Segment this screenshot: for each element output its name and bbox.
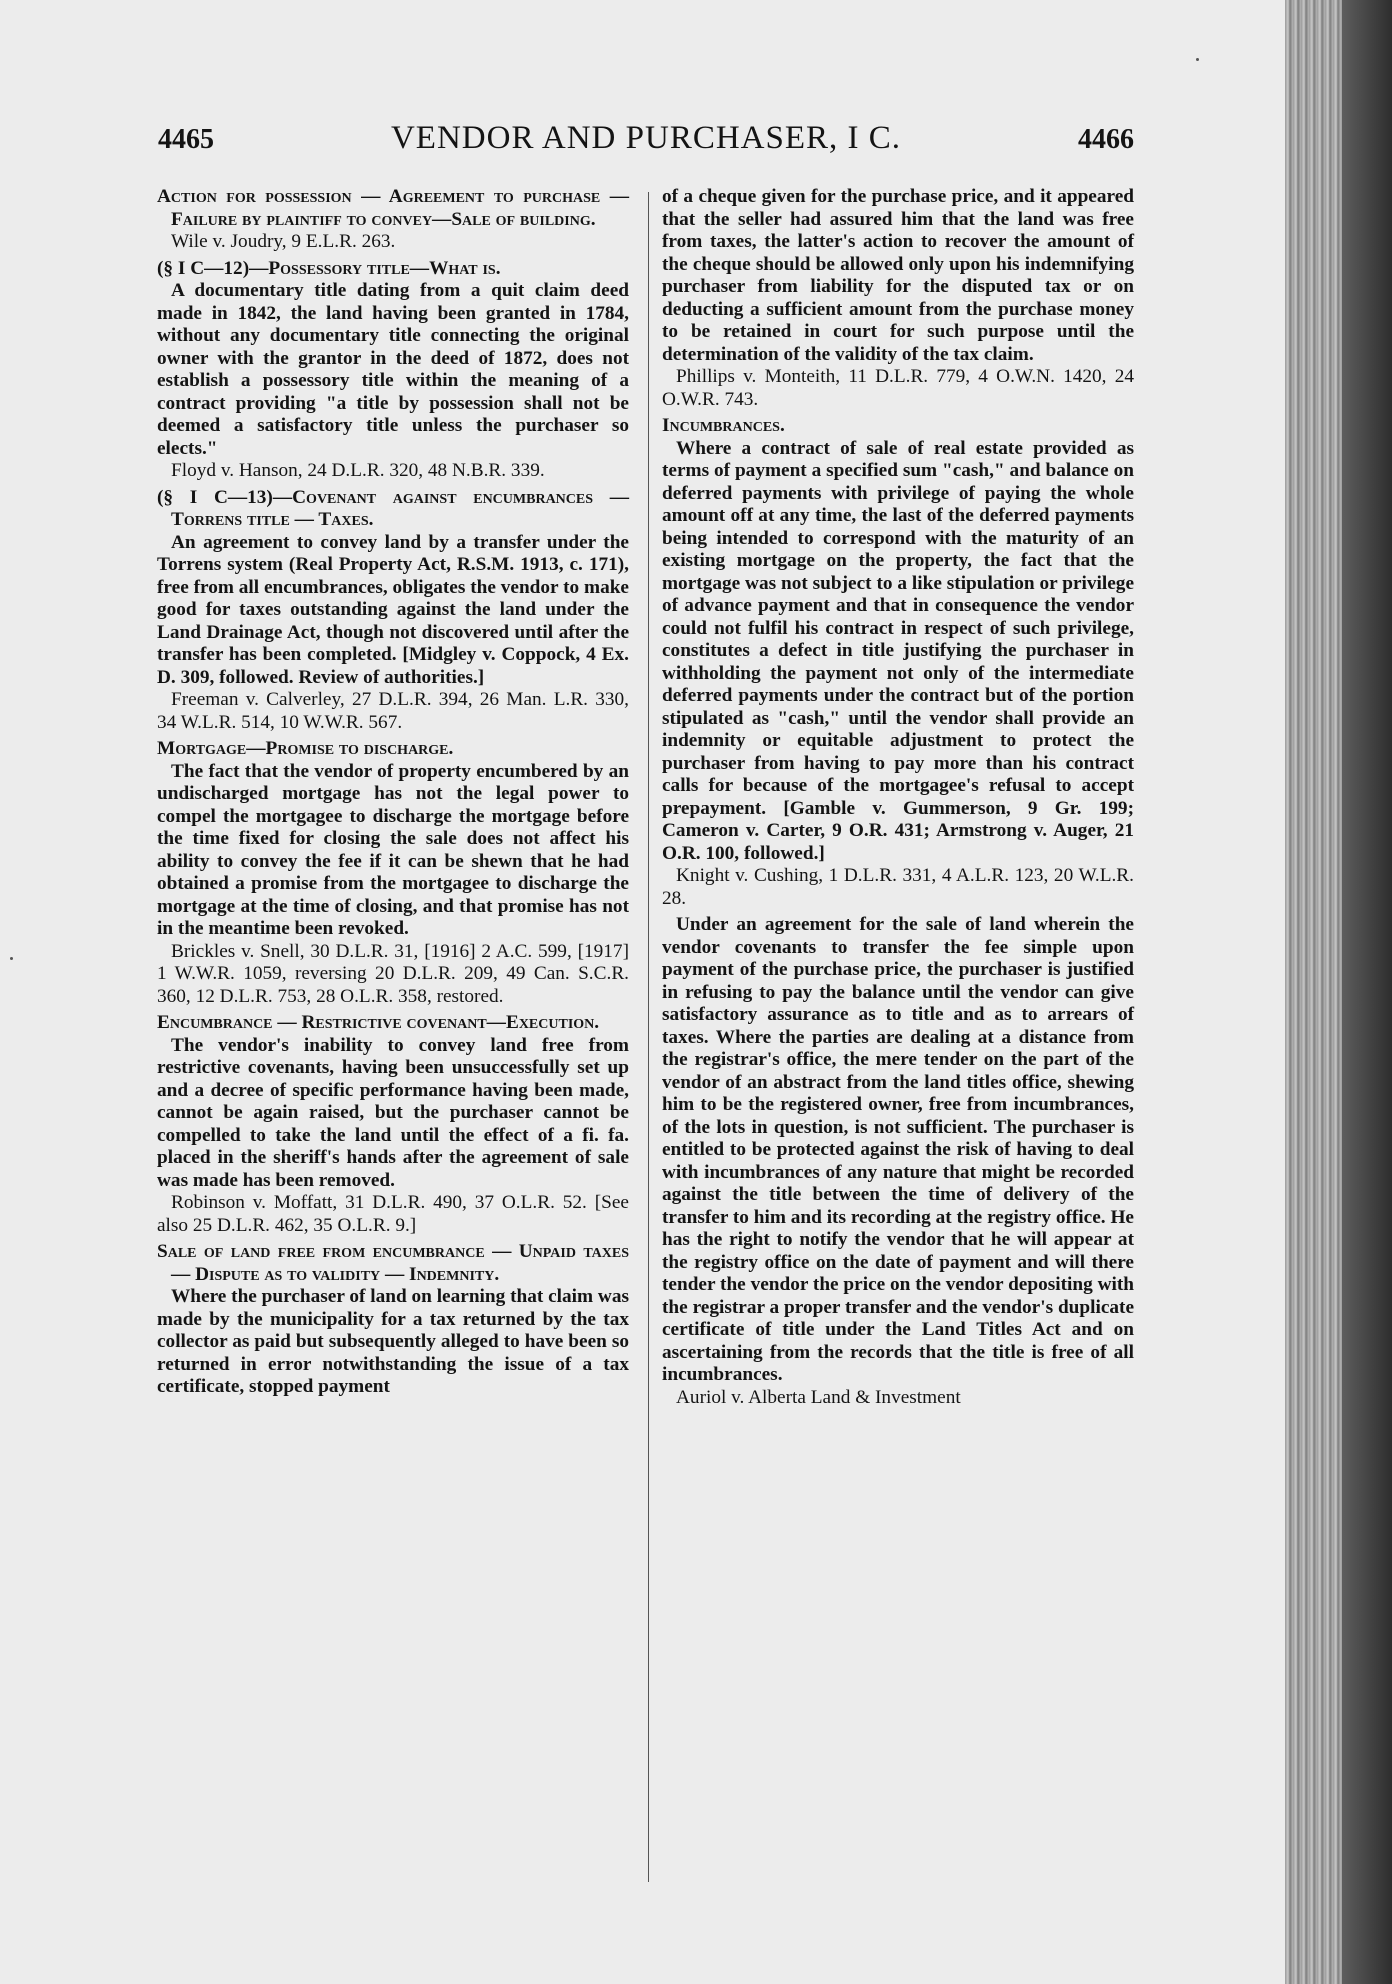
paragraph: A documentary title dating from a quit claim deed made in 1842, the land having been granted in 1784, without any documentary title connecting the original owner with the grantor in the deed of 1872, does not establish a possessory title within the meaning of a contract providing "a title by possession shall not be deemed a satisfactory title unless the purchaser so elects."	[157, 280, 629, 459]
scan-speck	[10, 957, 13, 960]
section-heading: Sale of land free from encumbrance — Unpaid taxes — Dispute as to validity — Indemnity.	[157, 1241, 629, 1285]
paragraph: The fact that the vendor of property encumbered by an undischarged mortgage has not the legal power to compel the mortgagee to discharge the mortgage before the time fixed for closing the sale does not affect his ability to convey the fee if it can be shewn that he had obtained a promise from the mortgagee to discharge the mortgage at the time of closing, and that promise has not in the meantime been revoked.	[157, 760, 629, 939]
section-heading: (§ I C—12)—Possessory title—What is.	[157, 257, 501, 279]
paragraph: Under an agreement for the sale of land wherein the vendor covenants to transfer the fee simple upon payment of the purchase price, the purchaser is justified in refusing to pay the balance until the vendor can give satisfactory assurance as to title and as to arrears of taxes. Where the parties are dealing at a distance from the registrar's office, the mere tender on the part of the vendor of an abstract from the land titles office, shewing him to be the registered owner, free from incumbrances, of the lots in question, is not sufficient. The purchaser is entitled to be protected against the risk of having to deal with incumbrances of any nature that might be recorded against the title between the time of delivery of the transfer to him and its recording at the registry office. He has the right to notify the vendor that he will appear at the registry office on the date of payment and will there tender the vendor the price on the vendor depositing with the registrar a proper transfer and the vendor's duplicate certificate of title under the Land Titles Act and on ascertaining from the records that the title is free of all incumbrances.	[662, 914, 1134, 1385]
case-citation: Phillips v. Monteith, 11 D.L.R. 779, 4 O.W.N. 1420, 24 O.W.R. 743.	[662, 366, 1134, 410]
paragraph: The vendor's inability to convey land free from restrictive covenants, having been unsuccessfully set up and a decree of specific performance having been made, cannot be again raised, but the purchaser cannot be compelled to take the land until the effect of a fi. fa. placed in the sheriff's hands after the agreement of sale was made has been removed.	[157, 1034, 629, 1191]
case-citation: Floyd v. Hanson, 24 D.L.R. 320, 48 N.B.R. 339.	[171, 460, 545, 481]
section-heading: (§ I C—13)—Covenant against encumbrances — Torrens title — Taxes.	[157, 486, 629, 530]
left-column	[157, 186, 629, 1399]
right-column	[662, 186, 1134, 1413]
paragraph-continued: of a cheque given for the purchase price, and it appeared that the seller had assured him that the land was free from taxes, the latter's action to recover the amount of the cheque should be allowed only upon his indemnifying purchaser from liability for the disputed tax or on deducting a sufficient amount from the purchase money to be retained in court for such purpose until the determination of the validity of the tax claim.	[662, 186, 1134, 365]
left-page-number: 4465	[158, 124, 214, 155]
paragraph: Where the purchaser of land on learning that claim was made by the municipality for a tax returned by the tax collector as paid but subsequently alleged to have been so returned in error notwithstanding the issue of a tax certificate, stopped payment	[157, 1286, 629, 1397]
section-heading: Encumbrance — Restrictive covenant—Execution.	[157, 1012, 600, 1033]
case-citation: Wile v. Joudry, 9 E.L.R. 263.	[171, 231, 396, 252]
case-citation: Knight v. Cushing, 1 D.L.R. 331, 4 A.L.R. 123, 20 W.L.R. 28.	[662, 865, 1134, 909]
running-header	[158, 120, 1134, 168]
case-citation: Robinson v. Moffatt, 31 D.L.R. 490, 37 O.L.R. 52. [See also 25 D.L.R. 462, 35 O.L.R. 9.]	[157, 1192, 629, 1236]
case-citation: Freeman v. Calverley, 27 D.L.R. 394, 26 Man. L.R. 330, 34 W.L.R. 514, 10 W.W.R. 567.	[157, 689, 629, 733]
paragraph: Where a contract of sale of real estate provided as terms of payment a specified sum "cash," and balance on deferred payments with privilege of paying the whole amount off at any time, the last of the deferred payments being intended to correspond with the maturity of an existing mortgage on the property, the fact that the mortgage was not subject to a like stipulation or privilege of advance payment and that in consequence the vendor could not fulfil his contract in respect of such privilege, constitutes a defect in title justifying the purchaser in withholding the payment not only of the intermediate deferred payments under the contract but of the portion stipulated as "cash," until the vendor shall provide an indemnity or equitable adjustment to protect the purchaser from having to pay more than his contract calls for because of the mortgagee's refusal to accept prepayment. [Gamble v. Gummerson, 9 Gr. 199; Cameron v. Carter, 9 O.R. 431; Armstrong v. Auger, 21 O.R. 100, followed.]	[662, 437, 1134, 864]
section-heading: Mortgage—Promise to discharge.	[157, 738, 454, 759]
running-title: VENDOR AND PURCHASER, I C.	[390, 120, 902, 156]
case-citation: Brickles v. Snell, 30 D.L.R. 31, [1916] 2 A.C. 599, [1917] 1 W.W.R. 1059, reversing 20 D.L.R. 209, 49 Can. S.C.R. 360, 12 D.L.R. 753, 28 O.L.R. 358, restored.	[157, 940, 629, 1007]
section-heading: Action for possession — Agreement to purchase — Failure by plaintiff to convey—Sale of building.	[157, 186, 629, 230]
case-citation: Auriol v. Alberta Land & Investment	[676, 1386, 961, 1408]
right-page-number: 4466	[1078, 124, 1134, 155]
scan-speck	[1196, 58, 1199, 61]
section-heading: Incumbrances.	[662, 415, 785, 436]
paragraph: An agreement to convey land by a transfer under the Torrens system (Real Property Act, R.S.M. 1913, c. 171), free from all encumbrances, obligates the vendor to make good for taxes outstanding against the land under the Land Drainage Act, though not discovered until after the transfer has been completed. [Midgley v. Coppock, 4 Ex. D. 309, followed. Review of authorities.]	[157, 531, 629, 688]
book-cover-edge	[1342, 0, 1392, 1984]
column-divider	[648, 192, 649, 1882]
